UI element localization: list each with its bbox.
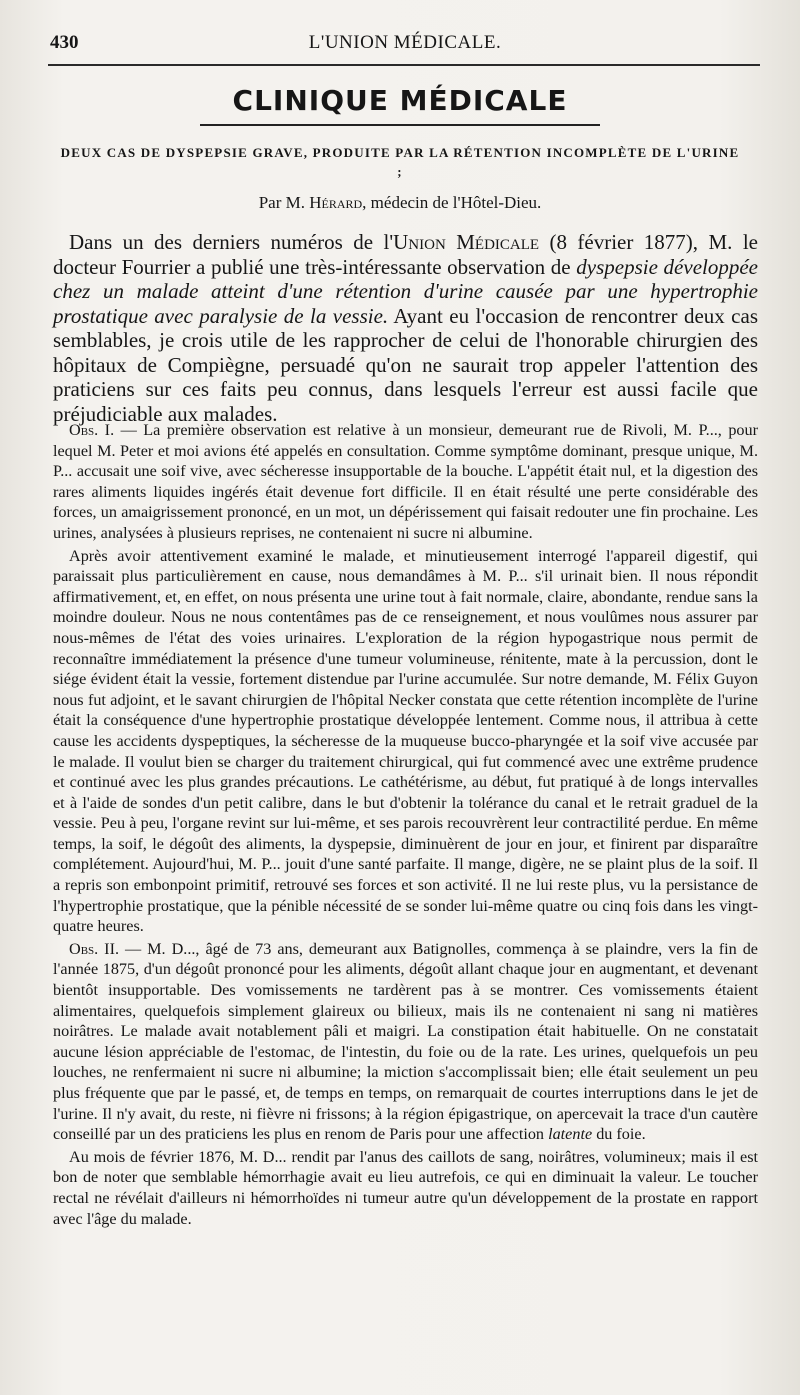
obs1-text-1: — La première observation est relative à un monsieur, demeurant rue de Rivoli, M. P..., pour lequel M. Peter et moi avions été appelés en consultation. Comme symptôme dominant, presque unique, M. P... accusait une soif vive, avec sécheresse insupportable de la bouche. L'appétit était nul, et la digestion des rares aliments liquides ingérés était devenue fort difficile. Il en était résulté une perte considérable des forces, un amaigrissement prononcé, en un mot, un dépérissement qui faisait redouter une fin prochaine. Les urines, analysées à plusieurs reprises, ne contenaient ni sucre ni albumine. — [53, 421, 758, 542]
obs2-italic: latente — [548, 1125, 593, 1144]
article-subtitle: DEUX CAS DE DYSPEPSIE GRAVE, PRODUITE PAR LA RÉTENTION INCOMPLÈTE DE L'URINE ; — [60, 145, 740, 179]
obs2-text-2: du foie. — [592, 1125, 646, 1144]
lead-text-2: (8 février 1877), M. le docteur Fourrier a publié une très-intéressante observation de — [53, 230, 758, 279]
lead-paragraph — [53, 230, 758, 426]
obs1-paragraph-2: Après avoir attentivement examiné le malade, et minutieusement interrogé l'appareil digestif, qui paraissait plus particulièrement en cause, nous demandâmes à M. P... s'il urinait bien. Il nous répondit affirmativement, et, en effet, on nous présenta une urine tout à fait normale, claire, abondante, rendue sans la moindre douleur. Nous ne nous contentâmes pas de ce renseignement, et nous voulûmes nous assurer par nous-mêmes de l'état des voies urinaires. L'exploration de la région hypogastrique nous permit de reconnaître immédiatement la présence d'une tumeur volumineuse, rénitente, mate à la percussion, dont le siége évident était la vessie, fortement distendue par l'urine accumulée. Sur notre demande, M. Félix Guyon nous fut adjoint, et le savant chirurgien de l'hôpital Necker constata que cette rétention incomplète de l'urine était la conséquence d'une hypertrophie prostatique développée lentement. Comme nous, il attribua à cette cause les accidents dyspeptiques, la sécheresse de la muqueuse bucco-pharyngée et la soif vive accusée par le malade. Il voulut bien se charger du traitement chirurgical, qui fut commencé avec une extrême prudence et continué avec les plus grandes précautions. Le cathétérisme, au début, fut pratiqué à de longs intervalles et à l'aide de sondes d'un petit calibre, dans le but d'obtenir la tolérance du canal et le retrait graduel de la vessie. Peu à peu, l'organe revint sur lui-même, et ses parois recouvrèrent leur contractilité perdue. En même temps, la soif, le dégoût des aliments, la dyspepsie, diminuèrent de jour en jour, et finirent par disparaître complétement. Aujourd'hui, M. P... jouit d'une santé parfaite. Il mange, digère, ne se plaint plus de la soif. Il a repris son embonpoint primitif, retrouvé ses forces et son activité. Il ne lui reste plus, vu la persistance de l'hypertrophie prostatique, que la pénible nécessité de se sonder lui-même quatre ou cinq fois dans les vingt-quatre heures. — [53, 546, 758, 936]
running-head — [50, 30, 760, 60]
lead-text-3: Ayant eu l'occasion de rencontrer deux cas semblables, je crois utile de les rapprocher de celui de l'honorable chirurgien des hôpitaux de Compiègne, persuadé qu'on ne saurait trop appeler l'attention des praticiens sur ces faits peu connus, dans lesquels l'erreur est aussi facile que préjudiciable aux malades. — [53, 303, 758, 426]
journal-title: L'UNION MÉDICALE. — [308, 32, 502, 53]
byline-suffix: , médecin de l'Hôtel-Dieu. — [362, 193, 542, 212]
journal-reference: Union Médicale — [393, 230, 540, 254]
obs1-paragraph-1 — [53, 420, 758, 544]
obs2-paragraph-2: Au mois de février 1876, M. D... rendit par l'anus des caillots de sang, noirâtres, volumineux; mais il est bon de noter que semblable hémorrhagie avait eu lieu autrefois, ce qui en diminuait la valeur. Le toucher rectal ne révélait d'ailleurs ni hémorrhoïdes ni tumeur autre qu'un développement de la prostate en rapport avec l'âge du malade. — [53, 1147, 758, 1228]
lead-italic-title: dyspepsie développée chez un malade atteint d'une rétention d'urine causée par une hypertrophie prostatique avec paralysie de la vessie. — [53, 254, 758, 328]
header-rule — [48, 64, 760, 66]
byline — [0, 193, 800, 213]
author-name: Hérard — [309, 193, 363, 212]
obs2-paragraph-1 — [53, 939, 758, 1145]
obs2-label: Obs. II. — [69, 939, 120, 958]
title-rule — [200, 124, 600, 126]
page-number: 430 — [50, 32, 79, 53]
obs1-label: Obs. I. — [69, 421, 115, 439]
section-title: CLINIQUE MÉDICALE — [232, 84, 568, 117]
obs2-text-1: — M. D..., âgé de 73 ans, demeurant aux Batignolles, commença à se plaindre, vers la fin de l'année 1875, d'un dégoût prononcé pour les aliments, dégoût allant chaque jour en augmentant, et devenant bientôt insupportable. Des vomissements ne tardèrent pas à se montrer. Ces vomissements étaient alimentaires, quelquefois simplement glaireux ou bilieux, mais ils ne contenaient ni sang ni matières noirâtres. Le malade avait notablement pâli et maigri. La constipation était habituelle. On ne constatait aucune lésion appréciable de l'estomac, de l'intestin, du foie ou de la rate. Les urines, quelquefois un peu louches, ne renfermaient ni sucre ni albumine; la miction s'accomplissait bien; elle était seulement un peu plus fréquente que par le passé, et, de temps en temps, on remarquait de courtes interruptions dans le jet de l'urine. Il n'y avait, du reste, ni fièvre ni frissons; à la région épigastrique, on apercevait la trace d'un cautère conseillé par un des praticiens les plus en renom de Paris pour une affection — [53, 939, 758, 1144]
lead-text-1: Dans un des derniers numéros de l' — [69, 230, 394, 254]
article-body — [53, 420, 758, 1231]
byline-prefix: Par M. — [258, 193, 310, 212]
lead-paragraph-block — [53, 230, 758, 426]
